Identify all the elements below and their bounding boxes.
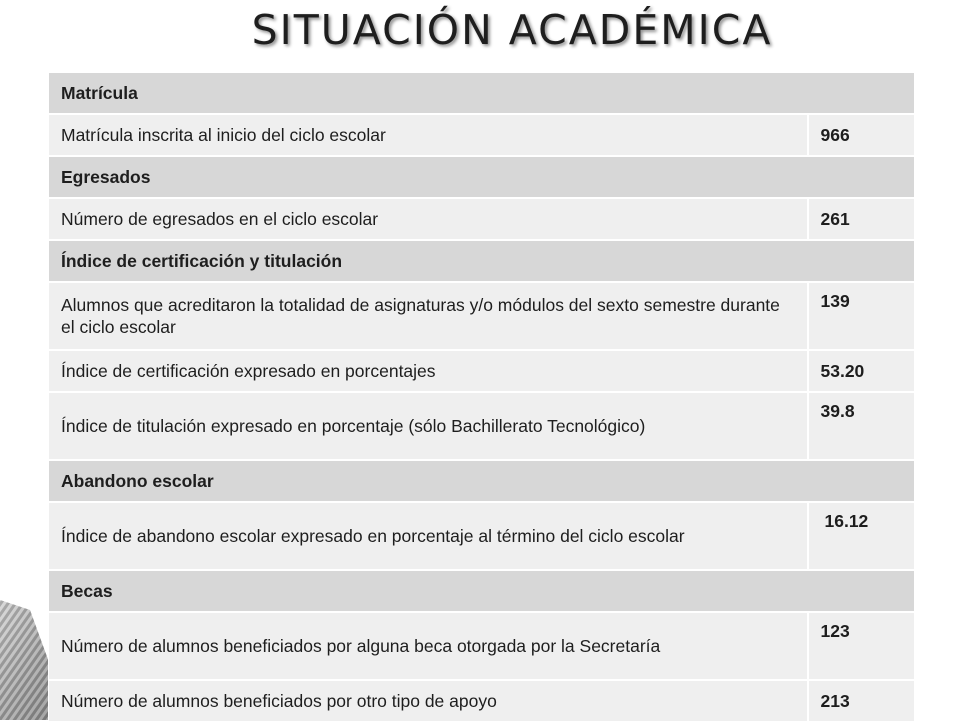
table-row — [49, 612, 915, 680]
academic-status-table — [48, 72, 916, 723]
row-value: 53.20 — [808, 350, 915, 392]
row-label: Número de egresados en el ciclo escolar — [49, 198, 808, 240]
section-header-egresados — [49, 156, 915, 198]
row-value: 39.8 — [808, 392, 915, 460]
row-label: Matrícula inscrita al inicio del ciclo escolar — [49, 114, 808, 156]
table-row — [49, 350, 915, 392]
section-header-certificacion — [49, 240, 915, 282]
section-heading: Abandono escolar — [49, 460, 915, 502]
table-row — [49, 680, 915, 722]
section-header-abandono — [49, 460, 915, 502]
section-heading: Becas — [49, 570, 915, 612]
row-label: Número de alumnos beneficiados por otro tipo de apoyo — [49, 680, 808, 722]
section-header-matricula — [49, 73, 915, 115]
row-label: Índice de abandono escolar expresado en porcentaje al término del ciclo escolar — [49, 502, 808, 570]
row-label: Número de alumnos beneficiados por alguna beca otorgada por la Secretaría — [49, 612, 808, 680]
section-heading: Índice de certificación y titulación — [49, 240, 915, 282]
section-heading: Egresados — [49, 156, 915, 198]
row-value: 966 — [808, 114, 915, 156]
section-header-becas — [49, 570, 915, 612]
row-value: 213 — [808, 680, 915, 722]
table-row — [49, 198, 915, 240]
row-value: 139 — [808, 282, 915, 350]
table-row — [49, 282, 915, 350]
row-label: Alumnos que acreditaron la totalidad de asignaturas y/o módulos del sexto semestre durante el ciclo escolar — [49, 282, 808, 350]
row-value: 16.12 — [808, 502, 915, 570]
table-row — [49, 114, 915, 156]
section-heading: Matrícula — [49, 73, 915, 115]
page-title: SITUACIÓN ACADÉMICA — [251, 6, 773, 54]
row-value: 261 — [808, 198, 915, 240]
table-row — [49, 502, 915, 570]
row-label: Índice de certificación expresado en porcentajes — [49, 350, 808, 392]
row-value: 123 — [808, 612, 915, 680]
table-row — [49, 392, 915, 460]
row-label: Índice de titulación expresado en porcentaje (sólo Bachillerato Tecnológico) — [49, 392, 808, 460]
